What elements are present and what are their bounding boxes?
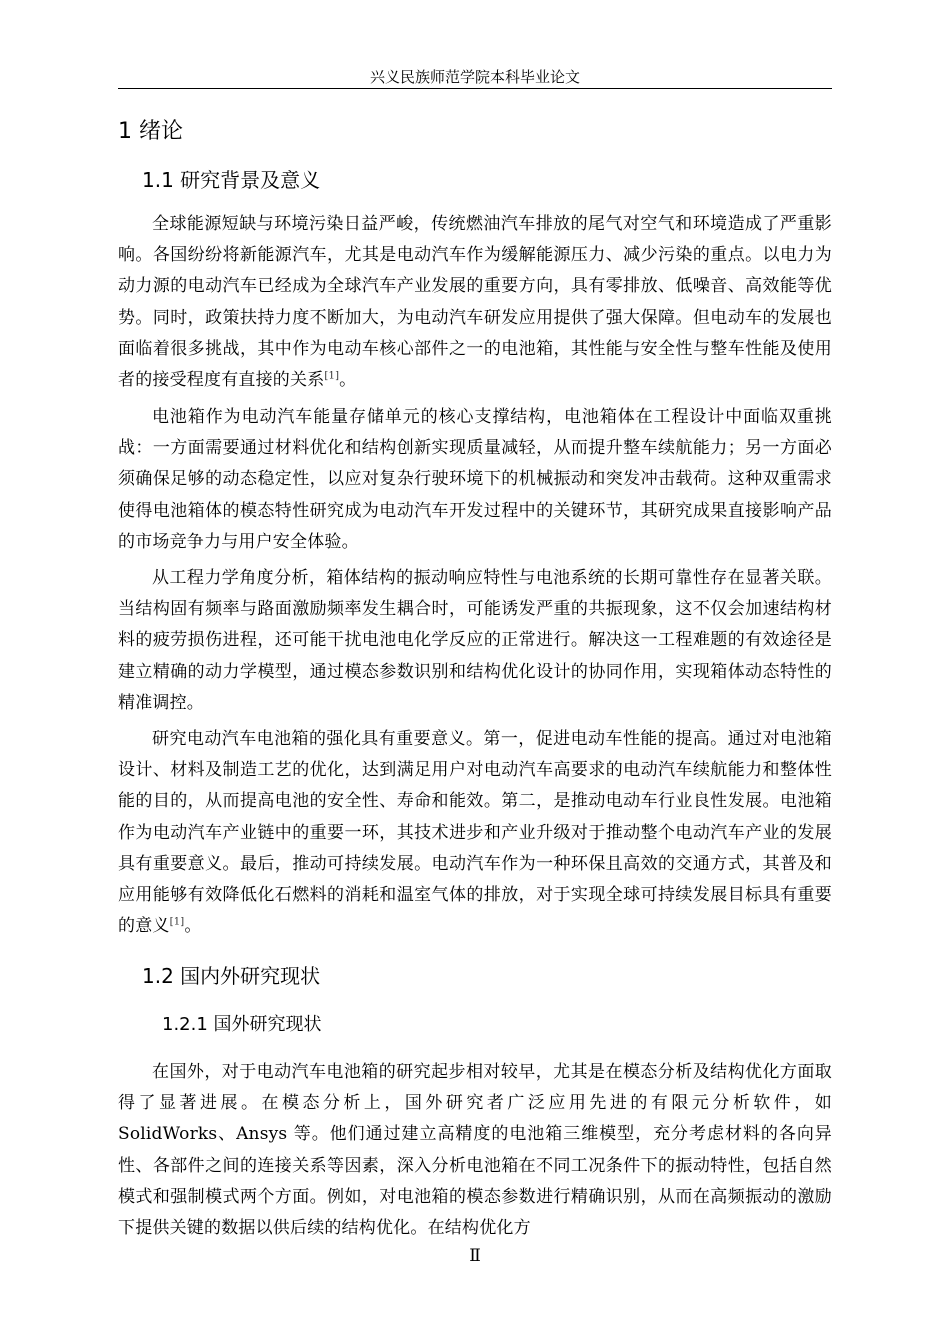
paragraph-end: 。 (339, 370, 357, 391)
paragraph-text: 全球能源短缺与环境污染日益严峻，传统燃油汽车排放的尾气对空气和环境造成了严重影响。各国纷纷将新能源汽车，尤其是电动汽车作为缓解能源压力、减少污染的重点。以电力为动力源的电动汽车已经成为全球汽车产业发展的重要方向，具有零排放、低噪音、高效能等优势。同时，政策扶持力度不断加大，为电动汽车研发应用提供了强大保障。但电动车的发展也面临着很多挑战，其中作为电动车核心部件之一的电池箱，其性能与安全性与整车性能及使用者的接受程度有直接的关系 (118, 214, 832, 391)
paragraph-text: 研究电动汽车电池箱的强化具有重要意义。第一，促进电动车性能的提高。通过对电池箱设计、材料及制造工艺的优化，达到满足用户对电动汽车高要求的电动汽车续航能力和整体性能的目的，从而提高电池的安全性、寿命和能效。第二，是推动电动车行业良性发展。电池箱作为电动汽车产业链中的重要一环，其技术进步和产业升级对于推动整个电动汽车产业的发展具有重要意义。最后，推动可持续发展。电动汽车作为一种环保且高效的交通方式，其普及和应用能够有效降低化石燃料的消耗和温室气体的排放，对于实现全球可持续发展目标具有重要的意义 (118, 729, 832, 937)
page-number: Ⅱ (469, 1246, 481, 1265)
chapter-title: 1 绪论 (118, 119, 183, 144)
section-title-1-2: 1.2 国内外研究现状 (142, 964, 321, 988)
section-title-1-1: 1.1 研究背景及意义 (142, 168, 321, 192)
paragraph-foreign-research: 在国外，对于电动汽车电池箱的研究起步相对较早，尤其是在模态分析及结构优化方面取得了显著进展。在模态分析上，国外研究者广泛应用先进的有限元分析软件，如 SolidWorks、Ansys 等。他们通过建立高精度的电池箱三维模型，充分考虑材料的各向异性、各部件之间的连接关系等因素，深入分析电池箱在不同工况条件下的振动特性，包括自然模式和强制模式两个方面。例如，对电池箱的模态参数进行精确识别，从而在高频振动的激励下提供关键的数据以供后续的结构优化。在结构优化方 (118, 1062, 832, 1239)
paragraph-background-3: 从工程力学角度分析，箱体结构的振动响应特性与电池系统的长期可靠性存在显著关联。当结构固有频率与路面激励频率发生耦合时，可能诱发严重的共振现象，这不仅会加速结构材料的疲劳损伤进程，还可能干扰电池电化学反应的正常进行。解决这一工程难题的有效途径是建立精确的动力学模型，通过模态参数识别和结构优化设计的协同作用，实现箱体动态特性的精准调控。 (118, 568, 832, 713)
citation-mark: [1] (324, 370, 340, 382)
running-header: 兴义民族师范学院本科毕业论文 (118, 66, 832, 89)
paragraph-end: 。 (184, 916, 202, 937)
subsection-title-1-2-1: 1.2.1 国外研究现状 (162, 1014, 322, 1035)
citation-mark: [1] (169, 916, 185, 928)
paragraph-background-4 (118, 724, 832, 942)
paragraph-background-2: 电池箱作为电动汽车能量存储单元的核心支撑结构，电池箱体在工程设计中面临双重挑战：一方面需要通过材料优化和结构创新实现质量减轻，从而提升整车续航能力；另一方面必须确保足够的动态稳定性，以应对复杂行驶环境下的机械振动和突发冲击载荷。这种双重需求使得电池箱体的模态特性研究成为电动汽车开发过程中的关键环节，其研究成果直接影响产品的市场竞争力与用户安全体验。 (118, 407, 832, 552)
paragraph-background-1 (118, 209, 832, 396)
